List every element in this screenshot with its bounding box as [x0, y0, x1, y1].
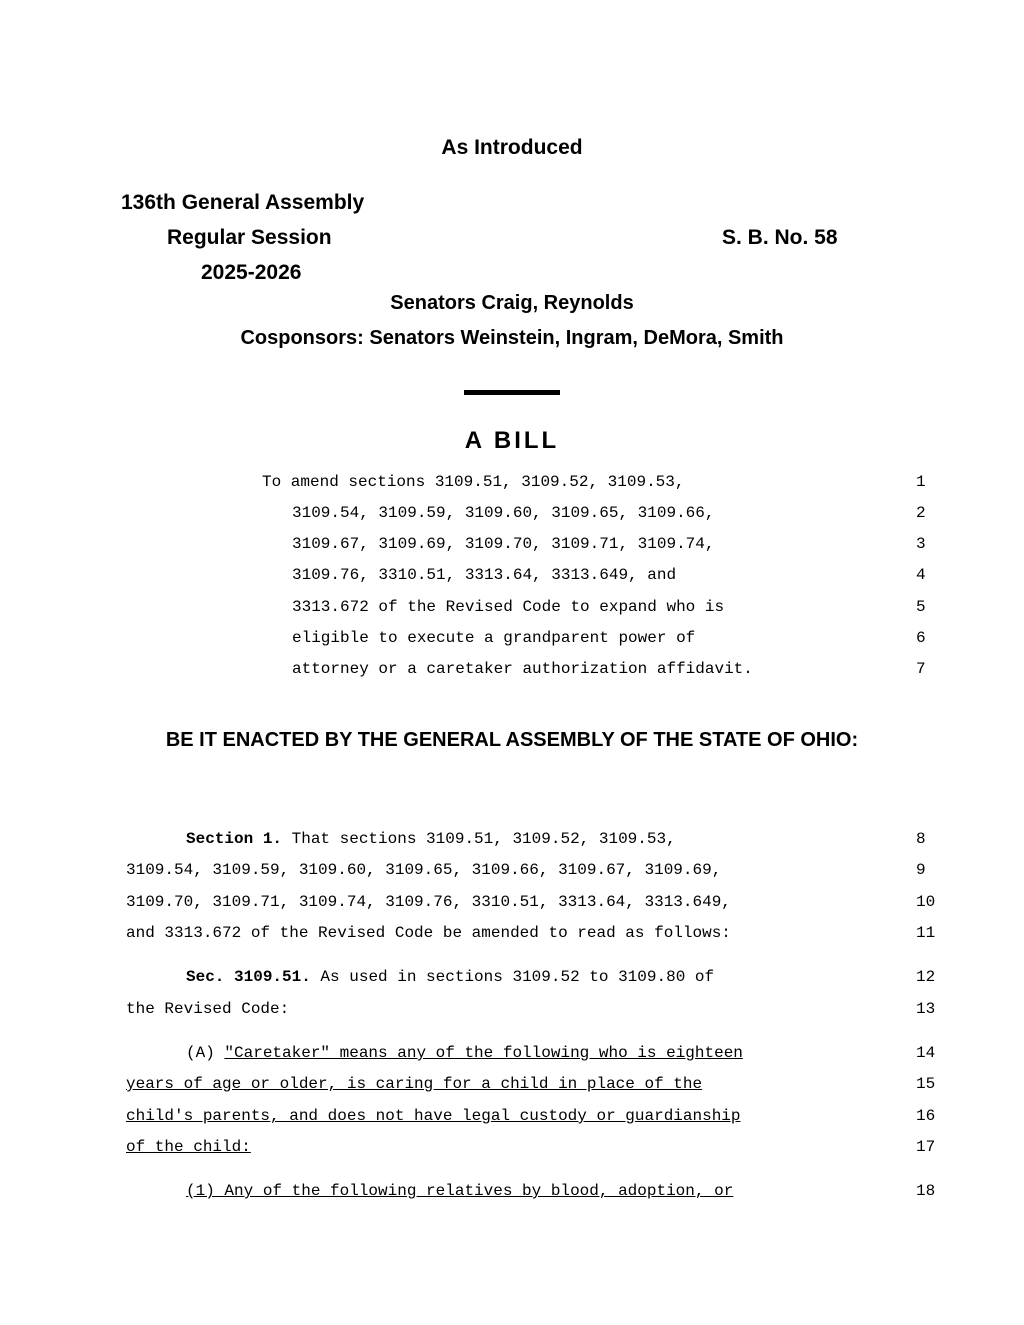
line-number: 6	[916, 629, 926, 647]
para-a-line: years of age or older, is caring for a child in place of the	[126, 1075, 703, 1093]
sponsors: Senators Craig, Reynolds	[390, 292, 634, 314]
sec-3109-51-line: the Revised Code:	[126, 1000, 290, 1018]
title-line: 3109.67, 3109.69, 3109.70, 3109.71, 3109.74,	[292, 535, 715, 553]
title-line: eligible to execute a grandparent power of	[292, 629, 696, 647]
cosponsors: Cosponsors: Senators Weinstein, Ingram, DeMora, Smith	[240, 327, 784, 349]
divider-rule	[464, 390, 560, 395]
section1-line: and 3313.672 of the Revised Code be amended to read as follows:	[126, 924, 731, 942]
title-line: 3109.76, 3310.51, 3313.64, 3313.649, and	[292, 566, 677, 584]
line-number: 8	[916, 830, 926, 848]
line-number: 15	[916, 1075, 936, 1093]
line-number: 4	[916, 566, 926, 584]
line-number: 7	[916, 660, 926, 678]
line-number: 13	[916, 1000, 936, 1018]
line-number: 11	[916, 924, 936, 942]
inserted-text: "Caretaker" means any of the following who is eighteen	[224, 1044, 743, 1062]
para-a-line: child's parents, and does not have legal custody or guardianship	[126, 1107, 741, 1125]
para-1-line: (1) Any of the following relatives by blood, adoption, or	[186, 1182, 734, 1200]
line-number: 2	[916, 504, 926, 522]
bill-title: A BILL	[464, 427, 560, 454]
line-number: 1	[916, 473, 926, 491]
enacting-clause: BE IT ENACTED BY THE GENERAL ASSEMBLY OF THE STATE OF OHIO:	[165, 729, 859, 751]
section1-line: 3109.70, 3109.71, 3109.74, 3109.76, 3310.51, 3313.64, 3313.649,	[126, 893, 731, 911]
general-assembly: 136th General Assembly	[121, 191, 365, 214]
line-number: 12	[916, 968, 936, 986]
line-number: 3	[916, 535, 926, 553]
line-number: 14	[916, 1044, 936, 1062]
bill-number: S. B. No. 58	[722, 226, 838, 249]
line-number: 9	[916, 861, 926, 879]
section1-label: Section 1.	[186, 830, 283, 848]
section1-line: 3109.54, 3109.59, 3109.60, 3109.65, 3109.66, 3109.67, 3109.69,	[126, 861, 722, 879]
title-line: 3109.54, 3109.59, 3109.60, 3109.65, 3109.66,	[292, 504, 715, 522]
sec-3109-51-line: Sec. 3109.51. As used in sections 3109.52 to 3109.80 of	[186, 968, 715, 986]
bill-status: As Introduced	[441, 136, 583, 159]
line-number: 10	[916, 893, 936, 911]
para-a-line: (A) "Caretaker" means any of the following who is eighteen	[186, 1044, 743, 1062]
session-years: 2025-2026	[201, 261, 302, 284]
line-number: 16	[916, 1107, 936, 1125]
title-line: 3313.672 of the Revised Code to expand who is	[292, 598, 725, 616]
title-line: attorney or a caretaker authorization affidavit.	[292, 660, 753, 678]
line-number: 17	[916, 1138, 936, 1156]
sec-3109-51-label: Sec. 3109.51.	[186, 968, 311, 986]
line-number: 5	[916, 598, 926, 616]
para-a-line: of the child:	[126, 1138, 251, 1156]
section1-line: Section 1. That sections 3109.51, 3109.52, 3109.53,	[186, 830, 676, 848]
line-number: 18	[916, 1182, 936, 1200]
session: Regular Session	[167, 226, 332, 249]
title-line: To amend sections 3109.51, 3109.52, 3109.53,	[262, 473, 685, 491]
